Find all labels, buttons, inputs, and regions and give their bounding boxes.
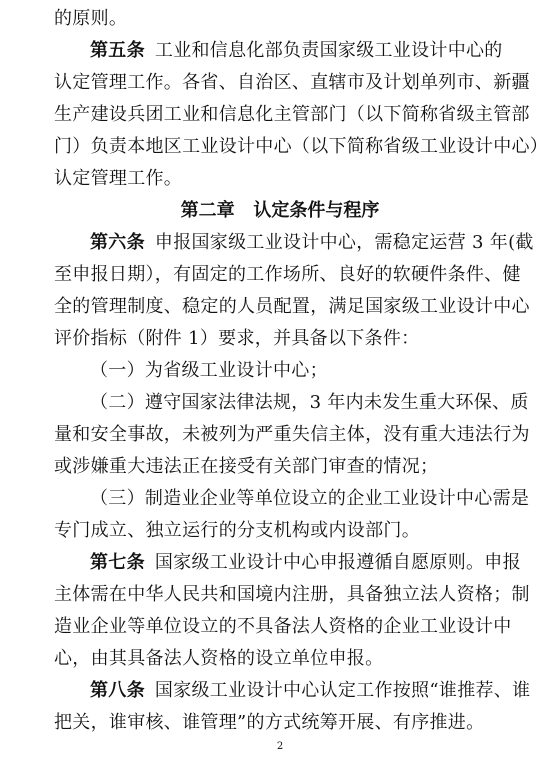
article-6-line-1 xyxy=(90,232,534,254)
article-8-label: 第八条 xyxy=(90,680,145,701)
condition-3-line-1: （三）制造业企业等单位设立的企业工业设计中心需是 xyxy=(90,488,530,509)
condition-3-line-2: 专门成立、独立运行的分支机构或内设部门。 xyxy=(54,520,420,541)
condition-2-line-1: （二）遵守国家法律法规，3 年内未发生重大环保、质 xyxy=(90,392,529,413)
article-6-label: 第六条 xyxy=(90,232,145,253)
chapter-heading: 第二章 认定条件与程序 xyxy=(180,200,380,221)
article-7-text: 国家级工业设计中心申报遵循自愿原则。申报 xyxy=(154,552,521,573)
page-number: 2 xyxy=(276,741,284,752)
article-8-line-2: 把关，谁审核、谁管理”的方式统筹开展、有序推进。 xyxy=(54,712,485,733)
article-6-line-2: 至申报日期），有固定的工作场所、良好的软硬件条件、健 xyxy=(54,264,521,285)
article-7-label: 第七条 xyxy=(90,552,145,573)
article-5-line-2: 认定管理工作。各省、自治区、直辖市及计划单列市、新疆 xyxy=(54,72,530,93)
article-5-line-3: 生产建设兵团工业和信息化主管部门（以下简称省级主管部 xyxy=(54,104,530,125)
article-7-line-3: 造业企业等单位设立的不具备法人资格的企业工业设计中 xyxy=(54,616,512,637)
condition-2-line-3: 或涉嫌重大违法正在接受有关部门审查的情况； xyxy=(54,456,439,477)
article-7-line-1 xyxy=(90,552,521,574)
article-7-line-2: 主体需在中华人民共和国境内注册，具备独立法人资格；制 xyxy=(54,584,530,605)
article-6-line-3: 全的管理制度、稳定的人员配置，满足国家级工业设计中心 xyxy=(54,296,530,317)
paragraph-line: 的原则。 xyxy=(54,8,128,29)
article-6-line-4: 评价指标（附件 1）要求，并具备以下条件： xyxy=(54,328,420,349)
article-5-line-4: 门）负责本地区工业设计中心（以下简称省级工业设计中心） xyxy=(54,136,549,157)
article-8-text: 国家级工业设计中心认定工作按照“谁推荐、谁 xyxy=(154,680,531,701)
article-5-text: 工业和信息化部负责国家级工业设计中心的 xyxy=(154,40,503,61)
article-7-line-4: 心，由其具备法人资格的设立单位申报。 xyxy=(54,648,384,669)
article-8-line-1 xyxy=(90,680,531,702)
article-5-line-5: 认定管理工作。 xyxy=(54,168,183,189)
condition-1: （一）为省级工业设计中心； xyxy=(90,360,328,381)
article-5-label: 第五条 xyxy=(90,40,145,61)
article-5-line-1 xyxy=(90,40,502,62)
article-6-text: 申报国家级工业设计中心，需稳定运营 3 年(截 xyxy=(154,232,534,253)
condition-2-line-2: 量和安全事故，未被列为严重失信主体，没有重大违法行为 xyxy=(54,424,530,445)
